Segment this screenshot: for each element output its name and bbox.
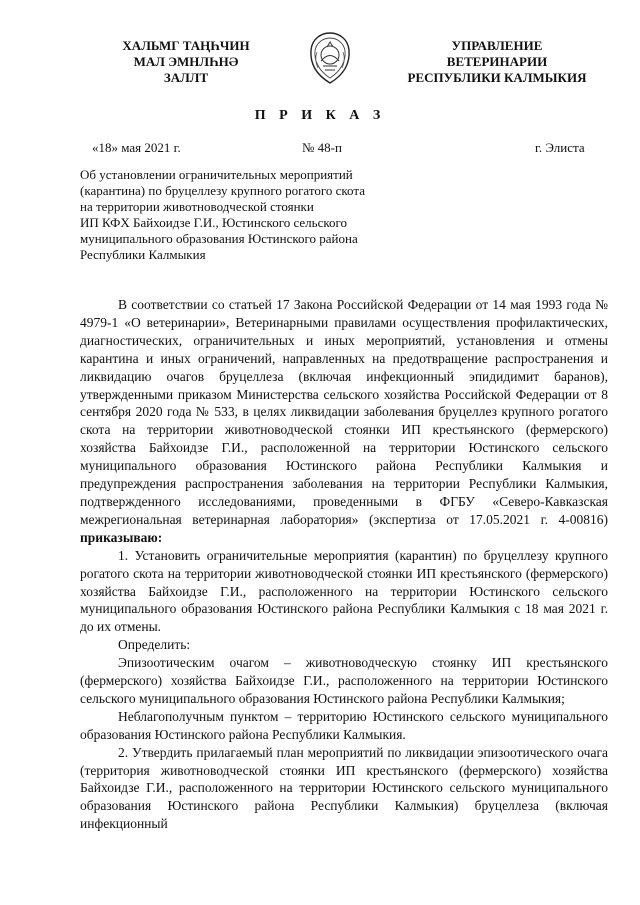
header-right-org	[392, 38, 602, 86]
header-left-line: ХАЛЬМГ ТАҢҺЧИН	[122, 38, 250, 53]
body-paragraph-define: Определить:	[118, 637, 191, 653]
header-left-org	[96, 38, 276, 86]
body-paragraph-point: Неблагополучным пунктом – территорию Юстинского сельского муниципального образования Юстинского района Республики Калмыкия.	[80, 708, 608, 742]
body-paragraph-focus: Эпизоотическим очагом – животноводческую стоянку ИП крестьянского (фермерского) хозяйства Байхоидзе Г.И., расположенного на территории Юстинского сельского муниципального образования Юстинского района Республики Калмыкия;	[80, 655, 608, 706]
subject-line: Об установлении ограничительных мероприятий	[80, 167, 353, 182]
header-right-line: УПРАВЛЕНИЕ	[451, 38, 543, 53]
subject-line: муниципального образования Юстинского района	[80, 231, 358, 246]
header-left-line: ЗАЛЛТ	[163, 70, 209, 85]
coat-of-arms-emblem-icon	[305, 30, 355, 86]
document-city: г. Элиста	[535, 140, 585, 155]
body-paragraph-preamble	[80, 296, 608, 547]
subject-line: (карантина) по бруцеллезу крупного рогатого скота	[80, 183, 365, 198]
document-date: «18» мая 2021 г.	[92, 140, 181, 155]
subject-line: на территории животноводческой стоянки	[80, 199, 314, 214]
document-subject	[80, 167, 410, 263]
body-paragraph-item-2: 2. Утвердить прилагаемый план мероприятий по ликвидации эпизоотического очага (территория животноводческой стоянки ИП крестьянского (фермерского) хозяйства Байхоидзе Г.И., расположенного на территории Юстинского сельского муниципального образования Юстинского района Республики Калмыкия) бруцеллеза (включая инфекционный	[80, 744, 608, 832]
header-right-line: ВЕТЕРИНАРИИ	[446, 54, 548, 69]
header-right-line: РЕСПУБЛИКИ КАЛМЫКИЯ	[407, 70, 587, 85]
order-keyword: приказываю:	[80, 529, 163, 545]
body-paragraph-item-1: 1. Установить ограничительные мероприятия (карантин) по бруцеллезу крупного рогатого скота на территории животноводческой стоянки ИП крестьянского (фермерского) хозяйства Байхоидзе Г.И., расположенного на территории Юстинского сельского муниципального образования Юстинского района Республики Калмыкия с 18 мая 2021 г. до их отмены.	[80, 547, 608, 635]
header-left-line: МАЛ ЭМНЛҺНӘ	[133, 54, 239, 69]
subject-line: ИП КФХ Байхоидзе Г.И., Юстинского сельского	[80, 215, 348, 230]
document-title: П Р И К А З	[254, 108, 386, 123]
document-number: № 48-п	[302, 140, 342, 155]
preamble-text: В соответствии со статьей 17 Закона Российской Федерации от 14 мая 1993 года № 4979-1 «О ветеринарии», Ветеринарными правилами осуществления профилактических, диагностических, ограничительных и иных мероприятий, установления и отмены карантина и иных ограничений, направленных на предотвращение распространения и ликвидацию очагов бруцеллеза (включая инфекционный эпидидимит баранов), утвержденными приказом Министерства сельского хозяйства Российской Федерации от 8 сентября 2020 года № 533, в целях ликвидации заболевания бруцеллез крупного рогатого скота на территории животноводческой стоянки ИП крестьянского (фермерского) хозяйства Байхоидзе Г.И., расположенной на территории Юстинского сельского муниципального образования Юстинского района Республики Калмыкия и предупреждения распространения заболевания на территории Республики Калмыкия, подтвержденного исследованиями, проведенными в ФГБУ «Северо-Кавказская межрегиональная ветеринарная лаборатория» (экспертиза от 17.05.2021 г. 4-00816)	[80, 297, 608, 527]
document-body	[80, 296, 608, 833]
subject-line: Республики Калмыкия	[80, 247, 206, 262]
